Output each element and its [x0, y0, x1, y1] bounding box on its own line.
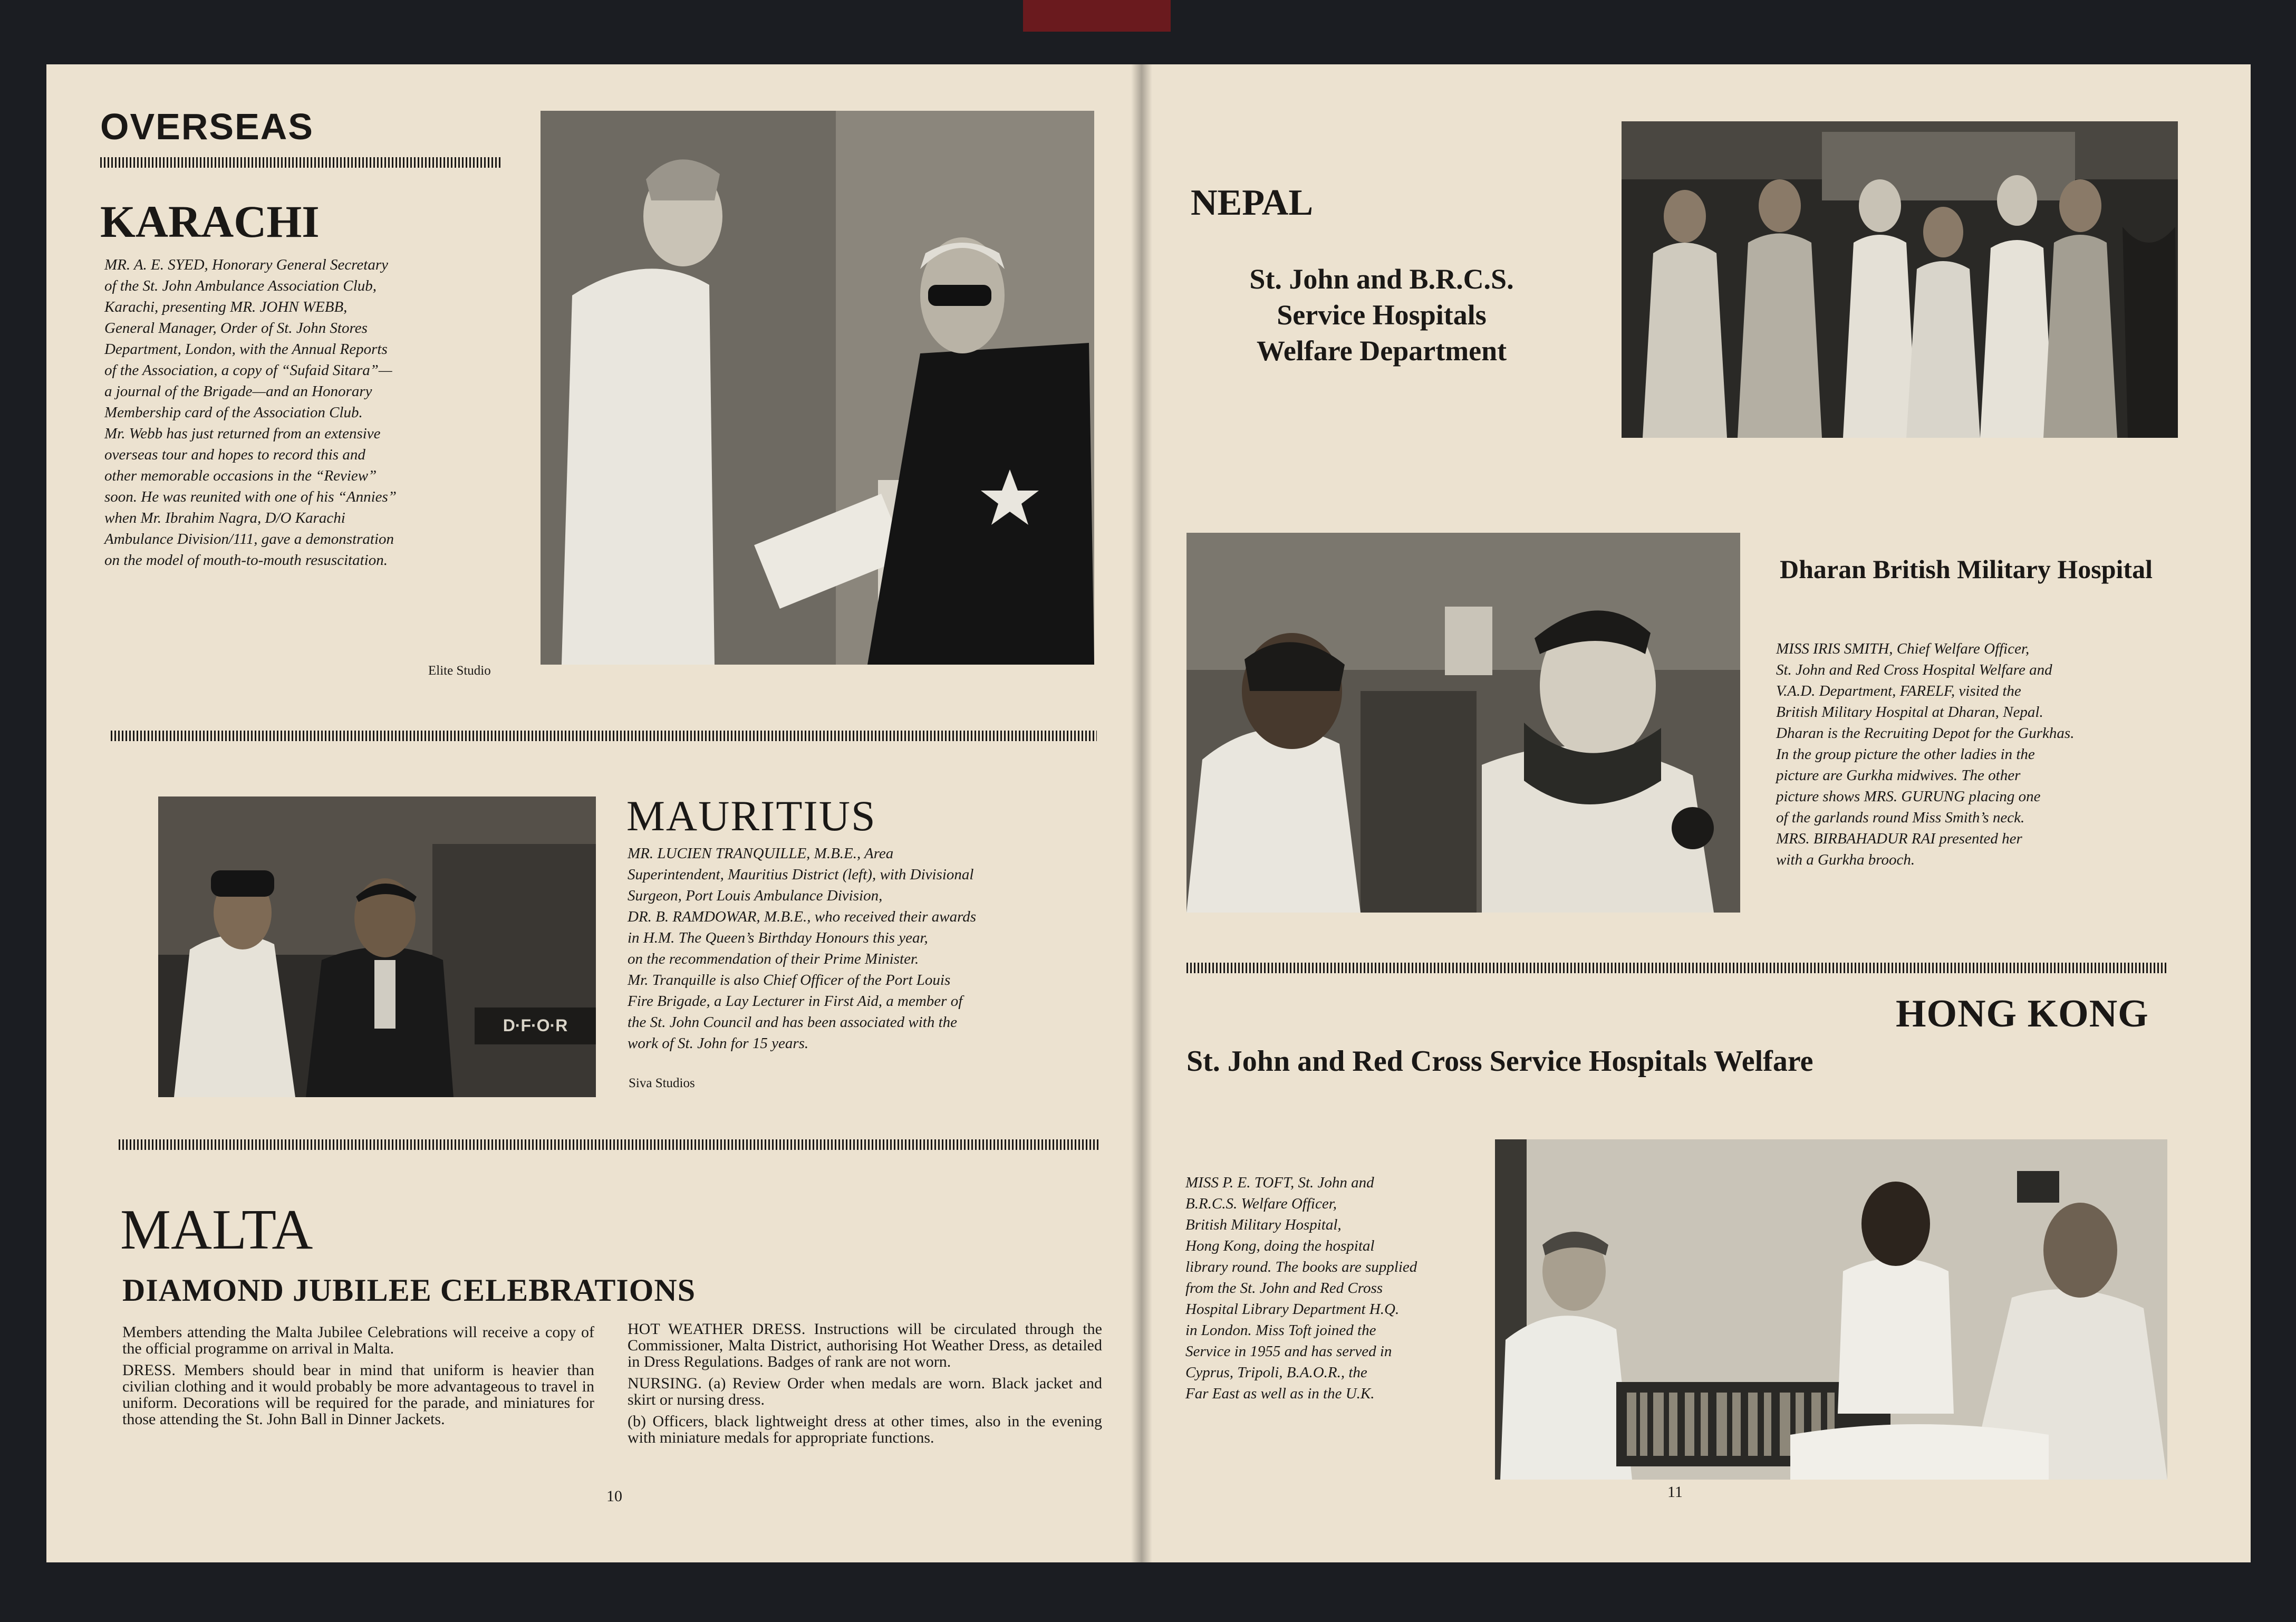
rule-mauritius-bottom [119, 1139, 1099, 1150]
paragraph: NURSING. (a) Review Order when medals are worn. Black jacket and skirt or nursing dress. [628, 1375, 1102, 1408]
photo-credit-karachi: Elite Studio [428, 664, 491, 678]
photo-karachi-presentation [541, 111, 1094, 665]
page-number-left: 10 [606, 1487, 622, 1505]
photo-karachi-image [541, 111, 1094, 665]
rule-karachi-bottom [111, 731, 1097, 741]
caption-line: library round. The books are supplied [1185, 1259, 1417, 1275]
caption-line: Ambulance Division/111, gave a demonstration [104, 531, 394, 548]
caption-line: other memorable occasions in the “Review” [104, 467, 377, 484]
caption-line: Hospital Library Department H.Q. [1185, 1301, 1400, 1318]
binding-edge [1023, 0, 1171, 32]
heading-nepal: NEPAL [1191, 183, 1314, 223]
photo-nepal-group-image [1622, 121, 2178, 438]
heading-mauritius: MAURITIUS [626, 792, 876, 840]
caption-line: on the recommendation of their Prime Minister. [628, 951, 919, 967]
caption-line: MISS P. E. TOFT, St. John and [1185, 1174, 1374, 1191]
caption-line: when Mr. Ibrahim Nagra, D/O Karachi [104, 510, 345, 526]
caption-line: In the group picture the other ladies in the [1776, 746, 2035, 763]
caption-line: on the model of mouth-to-mouth resuscitation. [104, 552, 388, 569]
rule-overseas [100, 157, 501, 168]
subheading-line: St. John and B.R.C.S. [1249, 263, 1514, 295]
subheading-nepal [1202, 261, 1561, 369]
paragraph: (b) Officers, black lightweight dress at other times, also in the evening with miniature medals for appropriate functions. [628, 1413, 1102, 1446]
heading-malta: MALTA [120, 1198, 313, 1261]
caption-line: Hong Kong, doing the hospital [1185, 1237, 1375, 1254]
caption-mauritius [628, 843, 1102, 1054]
caption-line: V.A.D. Department, FARELF, visited the [1776, 683, 2021, 699]
caption-line: MR. LUCIEN TRANQUILLE, M.B.E., Area [628, 845, 894, 862]
rule-nepal-bottom [1186, 963, 2167, 973]
caption-line: Mr. Webb has just returned from an extensive [104, 425, 381, 442]
page-number-right: 11 [1667, 1483, 1683, 1501]
photo-nepal-group [1622, 121, 2178, 438]
heading-karachi: KARACHI [100, 196, 320, 247]
caption-line: from the St. John and Red Cross [1185, 1280, 1383, 1297]
caption-line: of the garlands round Miss Smith’s neck. [1776, 809, 2025, 826]
photo-sign-text: D·F·O·R [503, 1016, 568, 1035]
caption-line: Fire Brigade, a Lay Lecturer in First Aid, a member of [628, 993, 963, 1010]
subheading-malta: DIAMOND JUBILEE CELEBRATIONS [122, 1273, 696, 1308]
caption-line: in H.M. The Queen’s Birthday Honours this year, [628, 929, 928, 946]
caption-line: of the Association, a copy of “Sufaid Sitara”— [104, 362, 392, 379]
caption-nepal [1776, 638, 2156, 870]
caption-line: B.R.C.S. Welfare Officer, [1185, 1195, 1337, 1212]
photo-nepal-garland [1186, 533, 1740, 913]
page-gutter [1131, 64, 1152, 1562]
caption-line: Surgeon, Port Louis Ambulance Division, [628, 887, 883, 904]
caption-line: overseas tour and hopes to record this and [104, 446, 365, 463]
caption-hong-kong [1185, 1172, 1491, 1404]
caption-line: in London. Miss Toft joined the [1185, 1322, 1376, 1339]
caption-line: Superintendent, Mauritius District (left), with Divisional [628, 866, 974, 883]
caption-line: the St. John Council and has been associated with the [628, 1014, 958, 1031]
caption-line: Dharan is the Recruiting Depot for the Gurkhas. [1776, 725, 2075, 742]
paragraph: Members attending the Malta Jubilee Celebrations will receive a copy of the official programme on arrival in Malta. [122, 1323, 594, 1357]
caption-line: picture shows MRS. GURUNG placing one [1776, 788, 2041, 805]
heading-hong-kong: HONG KONG [1896, 992, 2149, 1035]
photo-credit-mauritius: Siva Studios [629, 1076, 695, 1090]
caption-line: of the St. John Ambulance Association Club, [104, 277, 377, 294]
photo-hong-kong-library [1495, 1139, 2167, 1480]
caption-line: Karachi, presenting MR. JOHN WEBB, [104, 299, 348, 315]
caption-line: Membership card of the Association Club. [104, 404, 363, 421]
caption-line: with a Gurkha brooch. [1776, 851, 1915, 868]
caption-karachi [104, 254, 510, 571]
caption-line: British Military Hospital, [1185, 1216, 1342, 1233]
caption-line: Mr. Tranquille is also Chief Officer of the Port Louis [628, 972, 951, 988]
caption-line: DR. B. RAMDOWAR, M.B.E., who received their awards [628, 908, 977, 925]
caption-line: work of St. John for 15 years. [628, 1035, 809, 1052]
caption-line: St. John and Red Cross Hospital Welfare and [1776, 661, 2052, 678]
caption-line: MRS. BIRBAHADUR RAI presented her [1776, 830, 2022, 847]
malta-column-1 [122, 1324, 594, 1433]
photo-hong-kong-image [1495, 1139, 2167, 1480]
caption-line: Cyprus, Tripoli, B.A.O.R., the [1185, 1364, 1367, 1381]
heading-dharan-hospital: Dharan British Military Hospital [1780, 554, 2153, 584]
caption-line: a journal of the Brigade—and an Honorary [104, 383, 372, 400]
paragraph: HOT WEATHER DRESS. Instructions will be circulated through the Commissioner, Malta District, authorising Hot Weather Dress, as detailed in Dress Regulations. Badges of rank are not worn. [628, 1320, 1102, 1370]
photo-mauritius-image [158, 796, 596, 1097]
paragraph: DRESS. Members should bear in mind that uniform is heavier than civilian clothing and it would probably be more advantageous to travel in uniform. Decorations will be required for the parade, and miniatures for those attending the St. John Ball in Dinner Jackets. [122, 1361, 594, 1428]
caption-line: picture are Gurkha midwives. The other [1776, 767, 2021, 784]
photo-mauritius [158, 796, 596, 1097]
caption-line: Department, London, with the Annual Reports [104, 341, 388, 358]
subheading-line: Service Hospitals [1277, 299, 1487, 331]
subheading-line: Welfare Department [1256, 335, 1507, 367]
caption-line: MR. A. E. SYED, Honorary General Secretary [104, 256, 389, 273]
caption-line: Service in 1955 and has served in [1185, 1343, 1392, 1360]
caption-line: Far East as well as in the U.K. [1185, 1385, 1375, 1402]
malta-column-2 [628, 1321, 1102, 1451]
section-heading-overseas: OVERSEAS [100, 106, 314, 147]
subheading-hong-kong: St. John and Red Cross Service Hospitals Welfare [1186, 1045, 1813, 1078]
photo-nepal-garland-image [1186, 533, 1740, 913]
caption-line: General Manager, Order of St. John Stores [104, 320, 368, 337]
caption-line: British Military Hospital at Dharan, Nepal. [1776, 704, 2043, 721]
caption-line: soon. He was reunited with one of his “Annies” [104, 488, 397, 505]
caption-line: MISS IRIS SMITH, Chief Welfare Officer, [1776, 640, 2030, 657]
